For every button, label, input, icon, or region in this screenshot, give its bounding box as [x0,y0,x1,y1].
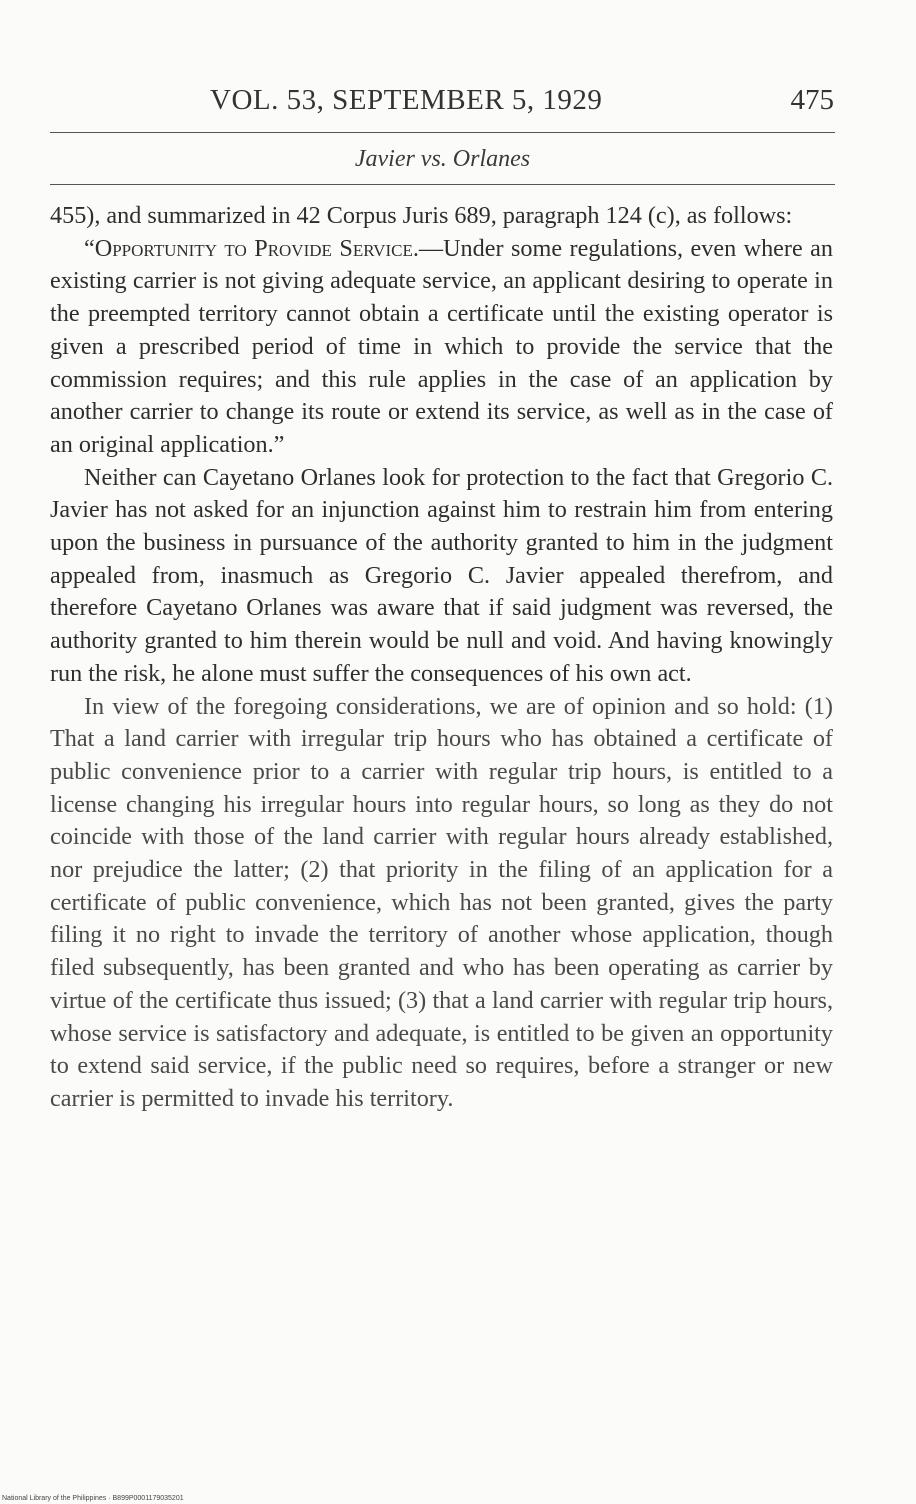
volume-date-heading: VOL. 53, SEPTEMBER 5, 1929 [210,84,603,116]
quotation-text: —Under some regulations, even where an existing carrier is not giving adequate service, an applicant desiring to operate in the preempted territory cannot obtain a certificate until the existing operator is given a prescribed period of time in which to provide the service that the commission requires; and this rule applies in the case of an application by another carrier to change its route or extend its service, as well as in the case of an original application.” [50,234,833,458]
body-text [50,200,833,1116]
running-head [50,84,840,136]
paragraph-quotation [50,233,833,462]
paragraph-citation: 455), and summarized in 42 Corpus Juris 689, paragraph 124 (c), as follows: [50,202,793,229]
page-number: 475 [790,84,834,116]
quotation-heading: “Opportunity to Provide Service. [84,234,419,262]
paragraph-injunction: Neither can Cayetano Orlanes look for protection to the fact that Gregorio C. Javier has not asked for an injunction against him to restrain him from entering upon the business in pursuance of the authority granted to him in the judgment appealed from, inasmuch as Gregorio C. Javier appealed therefrom, and therefore Cayetano Orlanes was aware that if said judgment was reversed, the authority granted to him therein would be null and void. And having knowingly run the risk, he alone must suffer the consequences of his own act. [50,463,833,687]
header-rule-bottom [50,184,835,185]
paragraph-holding: In view of the foregoing considerations, we are of opinion and so hold: (1) That a land carrier with irregular trip hours who has obtained a certificate of public convenience prior to a carrier with regular trip hours, is entitled to a license changing his irregular hours into regular hours, so long as they do not coincide with those of the land carrier with regular hours already established, nor prejudice the latter; (2) that priority in the filing of an application for a certificate of public convenience, which has not been granted, gives the party filing it no right to invade the territory of another whose application, though filed subsequently, has been granted and who has been operating as carrier by virtue of the certificate thus issued; (3) that a land carrier with regular trip hours, whose service is satisfactory and adequate, is entitled to be given an opportunity to extend said service, if the public need so requires, before a stranger or new carrier is permitted to invade his territory. [50,692,833,1112]
case-title: Javier vs. Orlanes [354,146,531,172]
document-page [50,84,840,1464]
footer-watermark: National Library of the Philippines · B899P0001179035201 [2,1495,184,1502]
header-rule-top [50,132,835,133]
